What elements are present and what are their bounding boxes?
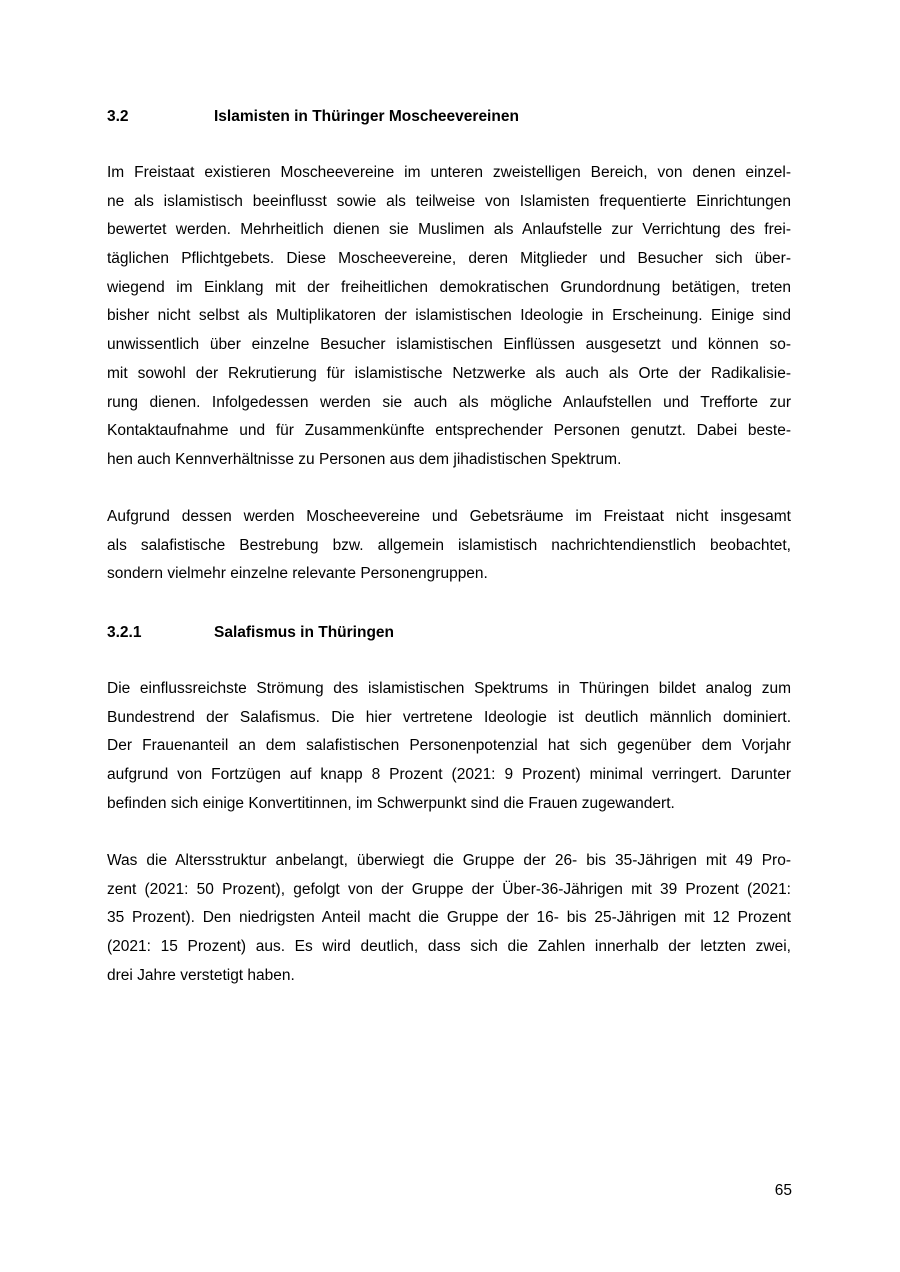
text-line: Die einflussreichste Strömung des islamistischen Spektrums in Thüringen bildet analog zum bbox=[107, 680, 791, 697]
text-line: als salafistische Bestrebung bzw. allgemein islamistisch nachrichtendienstlich beobachtet, bbox=[107, 536, 791, 554]
text-line: bisher nicht selbst als Multiplikatoren der islamistischen Ideologie in Erscheinung. Einige sind bbox=[107, 307, 791, 325]
text-line: mit sowohl der Rekrutierung für islamistische Netzwerke als auch als Orte der Radikalisie- bbox=[107, 364, 791, 382]
text-line: Der Frauenanteil an dem salafistischen Personenpotenzial hat sich gegenüber dem Vorjahr bbox=[107, 737, 791, 755]
section-title: Islamisten in Thüringer Moscheevereinen bbox=[214, 108, 519, 125]
paragraph-3-2-1 bbox=[107, 159, 791, 475]
text-line: wiegend im Einklang mit der freiheitlichen demokratischen Grundordnung betätigen, treten bbox=[107, 278, 791, 296]
text-line: ne als islamistisch beeinflusst sowie als teilweise von Islamisten frequentierte Einrichtungen bbox=[107, 192, 791, 210]
text-line: (2021: 15 Prozent) aus. Es wird deutlich, dass sich die Zahlen innerhalb der letzten zwei, bbox=[107, 938, 791, 956]
text-line: hen auch Kennverhältnisse zu Personen aus dem jihadistischen Spektrum. bbox=[107, 450, 622, 468]
text-line: Bundestrend der Salafismus. Die hier vertretene Ideologie ist deutlich männlich dominiert. bbox=[107, 708, 791, 726]
section-number: 3.2 bbox=[107, 108, 129, 125]
text-line: bewertet werden. Mehrheitlich dienen sie Muslimen als Anlaufstelle zur Verrichtung des frei- bbox=[107, 221, 791, 239]
text-line: drei Jahre verstetigt haben. bbox=[107, 966, 295, 984]
page-number: 65 bbox=[774, 1182, 792, 1199]
text-line: Aufgrund dessen werden Moscheevereine und Gebetsräume im Freistaat nicht insgesamt bbox=[107, 508, 791, 525]
text-line: zent (2021: 50 Prozent), gefolgt von der Gruppe der Über-36-Jährigen mit 39 Prozent (2021: bbox=[107, 880, 791, 898]
section-heading-3-2 bbox=[107, 107, 791, 127]
text-line: befinden sich einige Konvertitinnen, im Schwerpunkt sind die Frauen zugewandert. bbox=[107, 794, 675, 812]
text-line: aufgrund von Fortzügen auf knapp 8 Prozent (2021: 9 Prozent) minimal verringert. Darunter bbox=[107, 766, 791, 784]
text-line: sondern vielmehr einzelne relevante Personengruppen. bbox=[107, 565, 488, 583]
text-line: unwissentlich über einzelne Besucher islamistischen Einflüssen ausgesetzt und können so- bbox=[107, 336, 791, 354]
paragraph-3-2-2 bbox=[107, 503, 791, 589]
text-line: 35 Prozent). Den niedrigsten Anteil macht die Gruppe der 16- bis 25-Jährigen mit 12 Prozent bbox=[107, 909, 791, 927]
text-line: Kontaktaufnahme und für Zusammenkünfte entsprechender Personen genutzt. Dabei beste- bbox=[107, 422, 791, 440]
text-line: Im Freistaat existieren Moscheevereine im unteren zweistelligen Bereich, von denen einzel- bbox=[107, 164, 791, 181]
section-heading-3-2-1 bbox=[107, 623, 791, 643]
section-number: 3.2.1 bbox=[107, 624, 142, 641]
paragraph-3-2-1-2 bbox=[107, 847, 791, 990]
text-line: Was die Altersstruktur anbelangt, überwiegt die Gruppe der 26- bis 35-Jährigen mit 49 Pro- bbox=[107, 852, 791, 869]
text-line: rung dienen. Infolgedessen werden sie auch als mögliche Anlaufstellen und Trefforte zur bbox=[107, 393, 791, 411]
section-title: Salafismus in Thüringen bbox=[214, 624, 394, 641]
text-line: täglichen Pflichtgebets. Diese Moscheevereine, deren Mitglieder und Besucher sich über- bbox=[107, 250, 791, 268]
paragraph-3-2-1-1 bbox=[107, 675, 791, 818]
